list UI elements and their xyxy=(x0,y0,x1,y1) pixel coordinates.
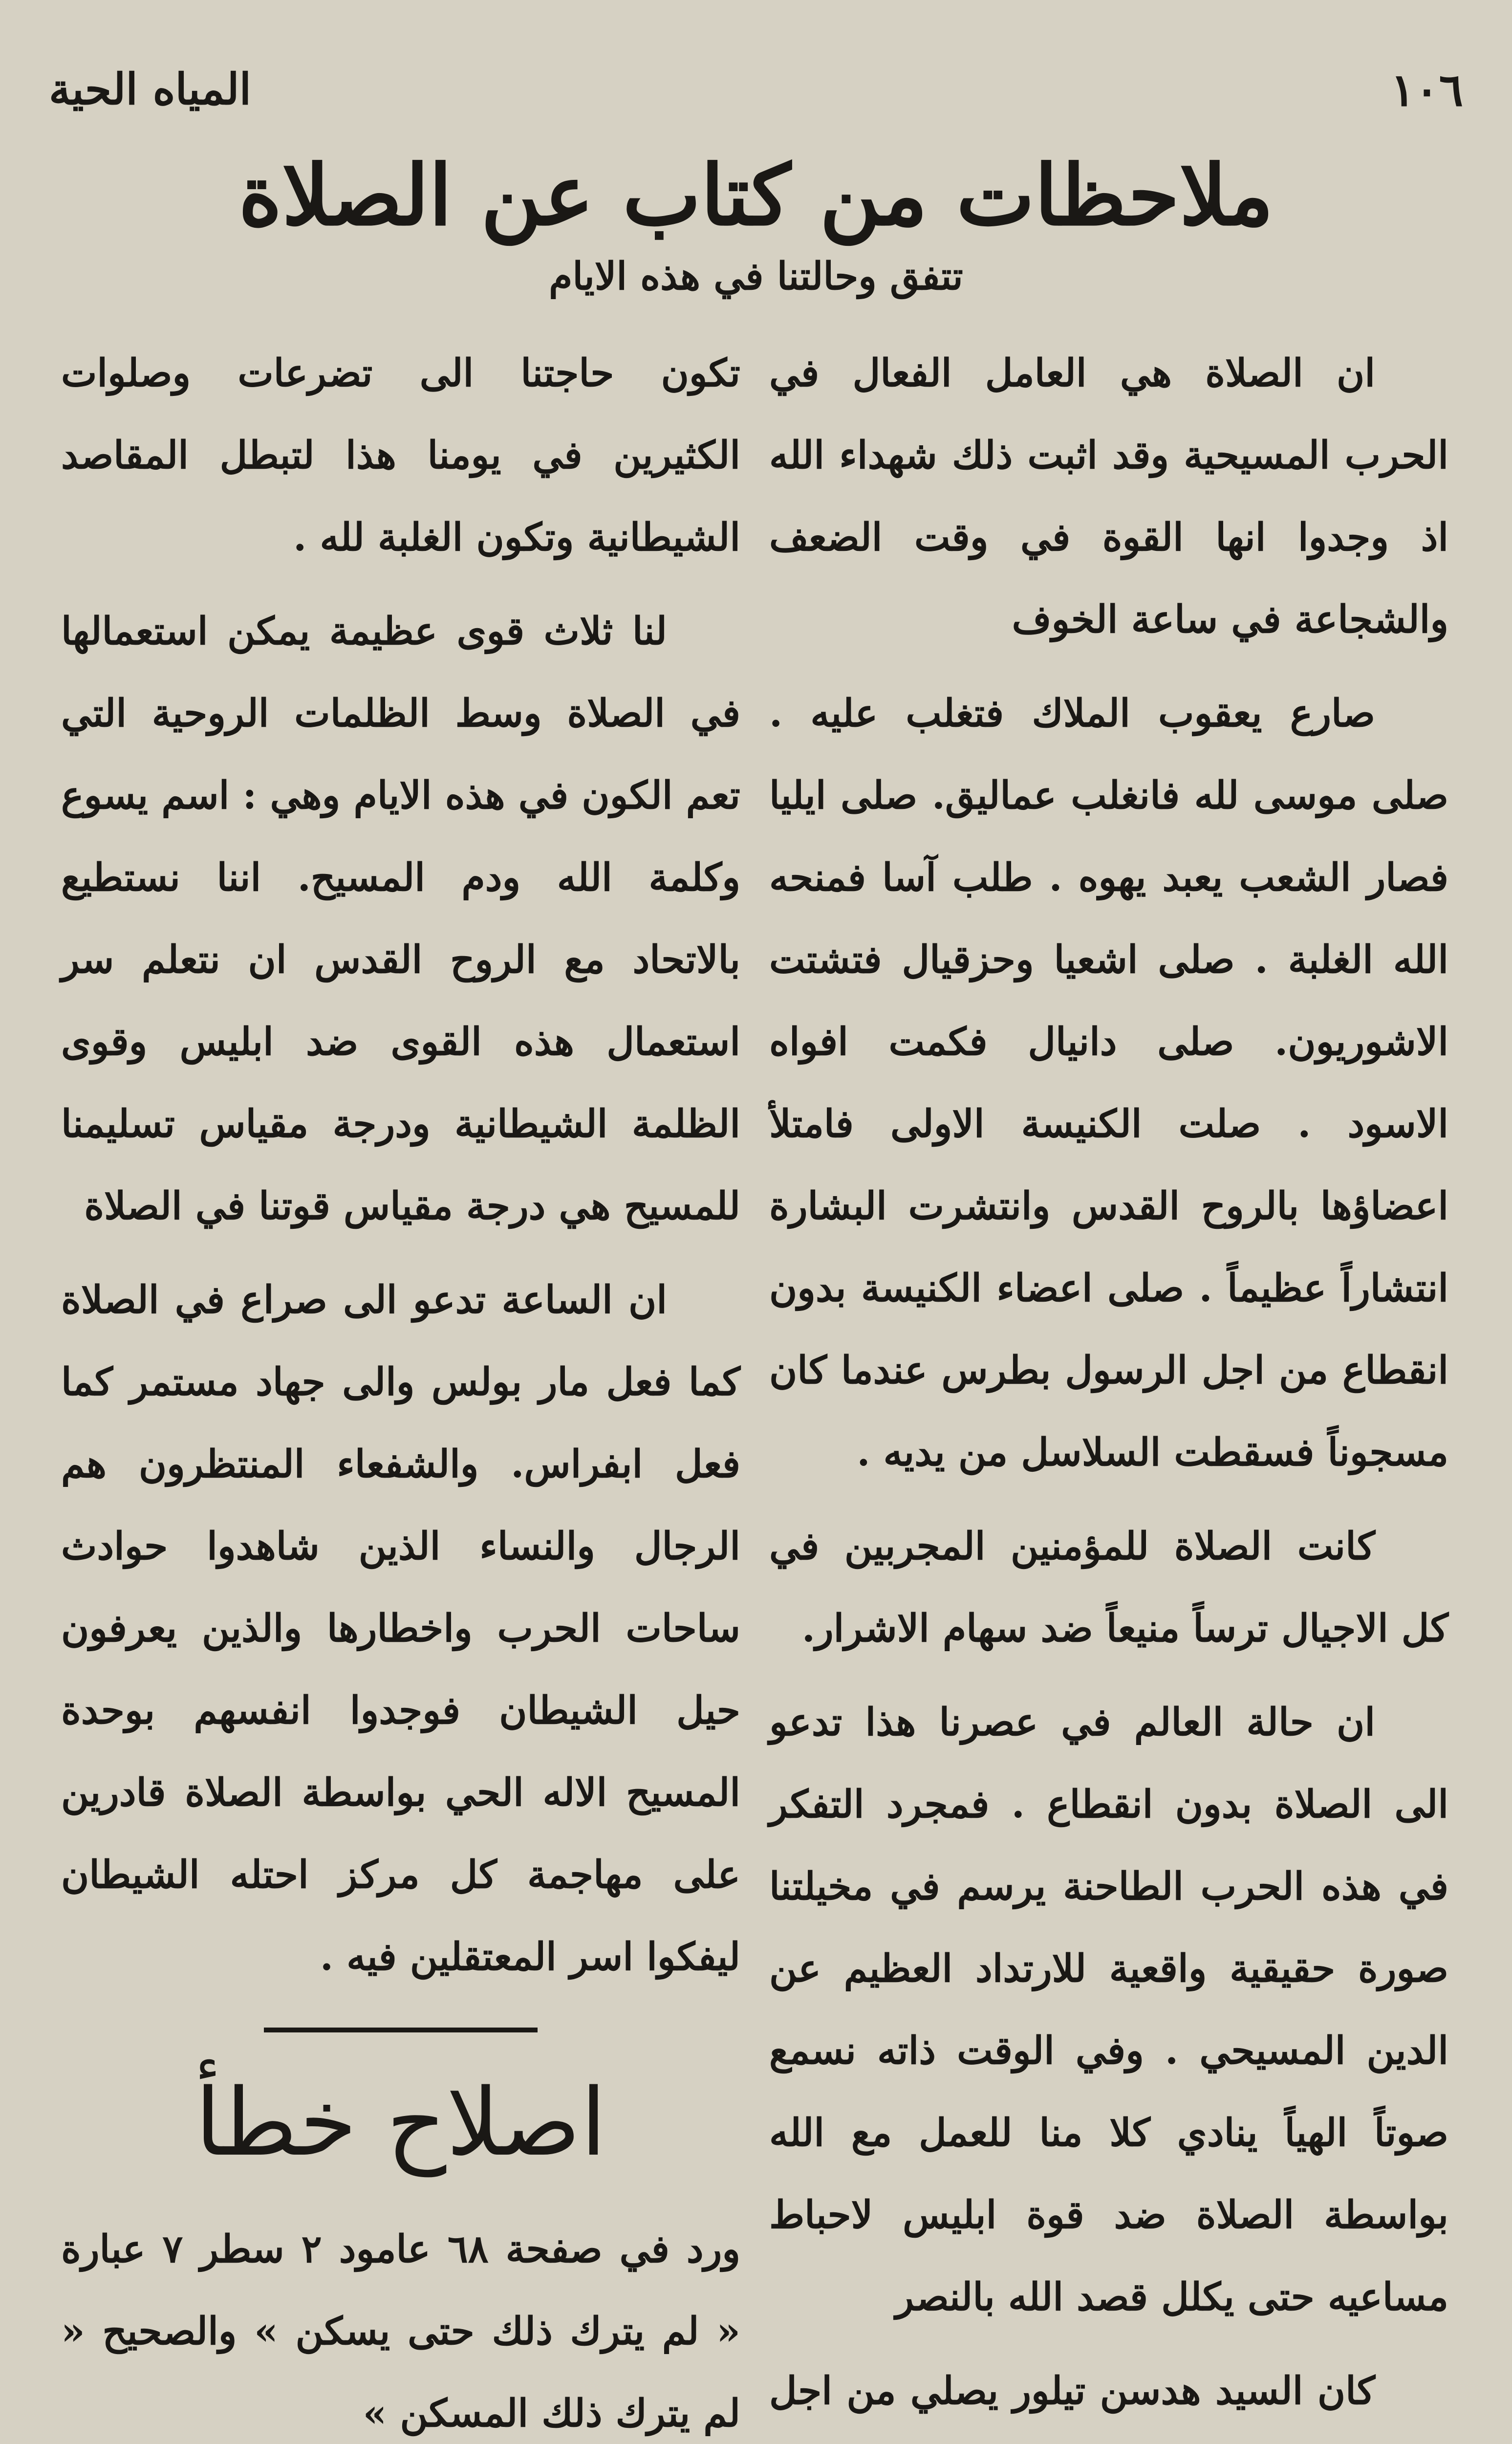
paragraph: كان السيد هدسن تيلور يصلي من اجل xyxy=(769,2369,1375,2413)
page-number: ١٠٦ xyxy=(1390,64,1463,116)
page-header xyxy=(49,64,1463,122)
section-divider xyxy=(264,2028,538,2032)
paragraph: ان الساعة تدعو الى صراع في الصلاة كما فعل مار بولس والى جهاد مستمر كما فعل ابفراس. والشفعاء المنتظرون هم الرجال والنساء الذين شاهدوا حوادث ساحات الحرب واخطارها والذين يعرفون حيل الشيطان فوجدوا انفسهم بوحدة المسيح الاله الحي بواسطة الصلاة قادرين على مهاجمة كل مركز احتله الشيطان ليفكوا اسر المعتقلين فيه . xyxy=(61,1278,740,1979)
article-title: ملاحظات من كتاب عن الصلاة xyxy=(238,147,1274,244)
article-subtitle: تتفق وحالتنا في هذه الايام xyxy=(549,254,963,299)
paragraph: ان الصلاة هي العامل الفعال في الحرب المسيحية وقد اثبت ذلك شهداء الله اذ وجدوا انها القوة في وقت الضعف والشجاعة في ساعة الخوف xyxy=(769,351,1448,642)
paragraph: صارع يعقوب الملاك فتغلب عليه . صلى موسى لله فانغلب عماليق. صلى ايليا فصار الشعب يعبد يهوه . طلب آسا فمنحه الله الغلبة . صلى اشعيا وحزقيال فتشتت الاشوريون. صلى دانيال فكمت افواه الاسود . صلت الكنيسة الاولى فامتلأ اعضاؤها بالروح القدس وانتشرت البشارة انتشاراً عظيماً . صلى اعضاء الكنيسة بدون انقطاع من اجل الرسول بطرس عندما كان مسجوناً فسقطت السلاسل من يديه . xyxy=(769,691,1448,1475)
magazine-name: المياه الحية xyxy=(49,64,252,114)
paragraph: تكون حاجتنا الى تضرعات وصلوات الكثيرين في يومنا هذا لتبطل المقاصد الشيطانية وتكون الغلبة لله . xyxy=(61,351,740,560)
left-column xyxy=(61,332,740,2444)
right-column xyxy=(769,332,1448,2444)
erratum-title: اصلاح خطأ xyxy=(195,2069,606,2177)
erratum-text: ورد في صفحة ٦٨ عامود ٢ سطر ٧ عبارة « لم يترك ذلك حتى يسكن » والصحيح « لم يترك ذلك المسكن » xyxy=(61,2227,740,2436)
paragraph: لنا ثلاث قوى عظيمة يمكن استعمالها في الصلاة وسط الظلمات الروحية التي تعم الكون في هذه الايام وهي : اسم يسوع وكلمة الله ودم المسيح. اننا نستطيع بالاتحاد مع الروح القدس ان نتعلم سر استعمال هذه القوى ضد ابليس وقوى الظلمة الشيطانية ودرجة مقياس تسليمنا للمسيح هي درجة مقياس قوتنا في الصلاة xyxy=(61,609,740,1228)
paragraph: كانت الصلاة للمؤمنين المجربين في كل الاجيال ترساً منيعاً ضد سهام الاشرار. xyxy=(769,1524,1448,1651)
paragraph: ان حالة العالم في عصرنا هذا تدعو الى الصلاة بدون انقطاع . فمجرد التفكر في هذه الحرب الطاحنة يرسم في مخيلتنا صورة حقيقية واقعية للارتداد العظيم عن الدين المسيحي . وفي الوقت ذاته نسمع صوتاً الهياً ينادي كلا منا للعمل مع الله بواسطة الصلاة ضد قوة ابليس لاحباط مساعيه حتى يكلل قصد الله بالنصر xyxy=(769,1700,1448,2319)
